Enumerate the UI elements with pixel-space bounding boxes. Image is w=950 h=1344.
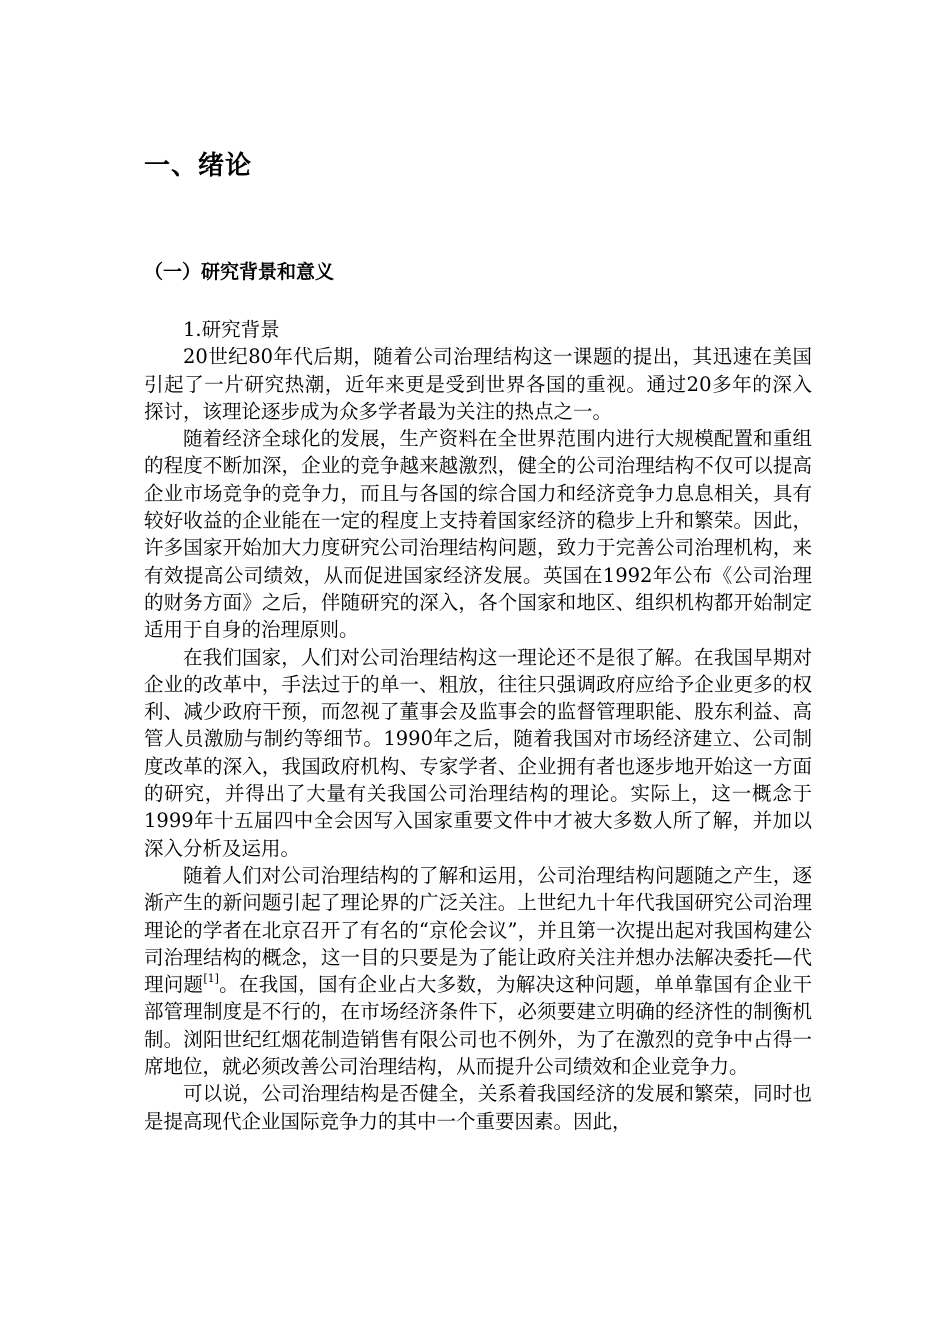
paragraph-3: 在我们国家，人们对公司治理结构这一理论还不是很了解。在我国早期对企业的改革中，手法过于的单一、粗放，往往只强调政府应给予企业更多的权利、减少政府干预，而忽视了董事会及监事会的监督管理职能、股东利益、高管人员激励与制约等细节。1990年之后，随着我国对市场经济建立、公司制度改革的深入，我国政府机构、专家学者、企业拥有者也逐步地开始这一方面的研究，并得出了大量有关我国公司治理结构的理论。实际上，这一概念于1999年十五届四中全会因写入国家重要文件中才被大多数人所了解，并加以深入分析及运用。 <box>144 645 812 860</box>
paragraph-5: 可以说，公司治理结构是否健全，关系着我国经济的发展和繁荣，同时也是提高现代企业国际竞争力的其中一个重要因素。因此， <box>144 1082 812 1133</box>
subsection-title: 1.研究背景 <box>183 318 280 341</box>
citation-marker: [1] <box>203 972 219 986</box>
paragraph-4-text-a: 随着人们对公司治理结构的了解和运用，公司治理结构问题随之产生，逐渐产生的新问题引起了理论界的广泛关注。上世纪九十年代我国研究公司治理理论的学者在北京召开了有名的“京伦会议”，并且第一次提出起对我国构建公司治理结构的概念，这一目的只要是为了能让政府关注并想办法解决委托—代理问题 <box>144 863 812 997</box>
paragraph-4 <box>144 862 812 1080</box>
section-title: （一）研究背景和意义 <box>144 261 335 283</box>
body-text <box>144 316 812 1135</box>
paragraph-1: 20世纪80年代后期，随着公司治理结构这一课题的提出，其迅速在美国引起了一片研究热潮，近年来更是受到世界各国的重视。通过20多年的深入探讨，该理论逐步成为众多学者最为关注的热点之一。 <box>144 345 812 423</box>
paragraph-2: 随着经济全球化的发展，生产资料在全世界范围内进行大规模配置和重组的程度不断加深，企业的竞争越来越激烈，健全的公司治理结构不仅可以提高企业市场竞争的竞争力，而且与各国的综合国力和经济竞争力息息相关，具有较好收益的企业能在一定的程度上支持着国家经济的稳步上升和繁荣。因此，许多国家开始加大力度研究公司治理结构问题，致力于完善公司治理机构，来有效提高公司绩效，从而促进国家经济发展。英国在1992年公布《公司治理的财务方面》之后，伴随研究的深入，各个国家和地区、组织机构都开始制定适用于自身的治理原则。 <box>144 427 812 642</box>
chapter-title: 一、绪论 <box>144 151 253 181</box>
paragraph-4-text-b: 。在我国，国有企业占大多数，为解决这种问题，单单靠国有企业干部管理制度是不行的，在市场经济条件下，必须要建立明确的经济性的制衡机制。浏阳世纪红烟花制造销售有限公司也不例外，为了在激烈的竞争中占得一席地位，就必须改善公司治理结构，从而提升公司绩效和企业竞争力。 <box>144 973 812 1079</box>
